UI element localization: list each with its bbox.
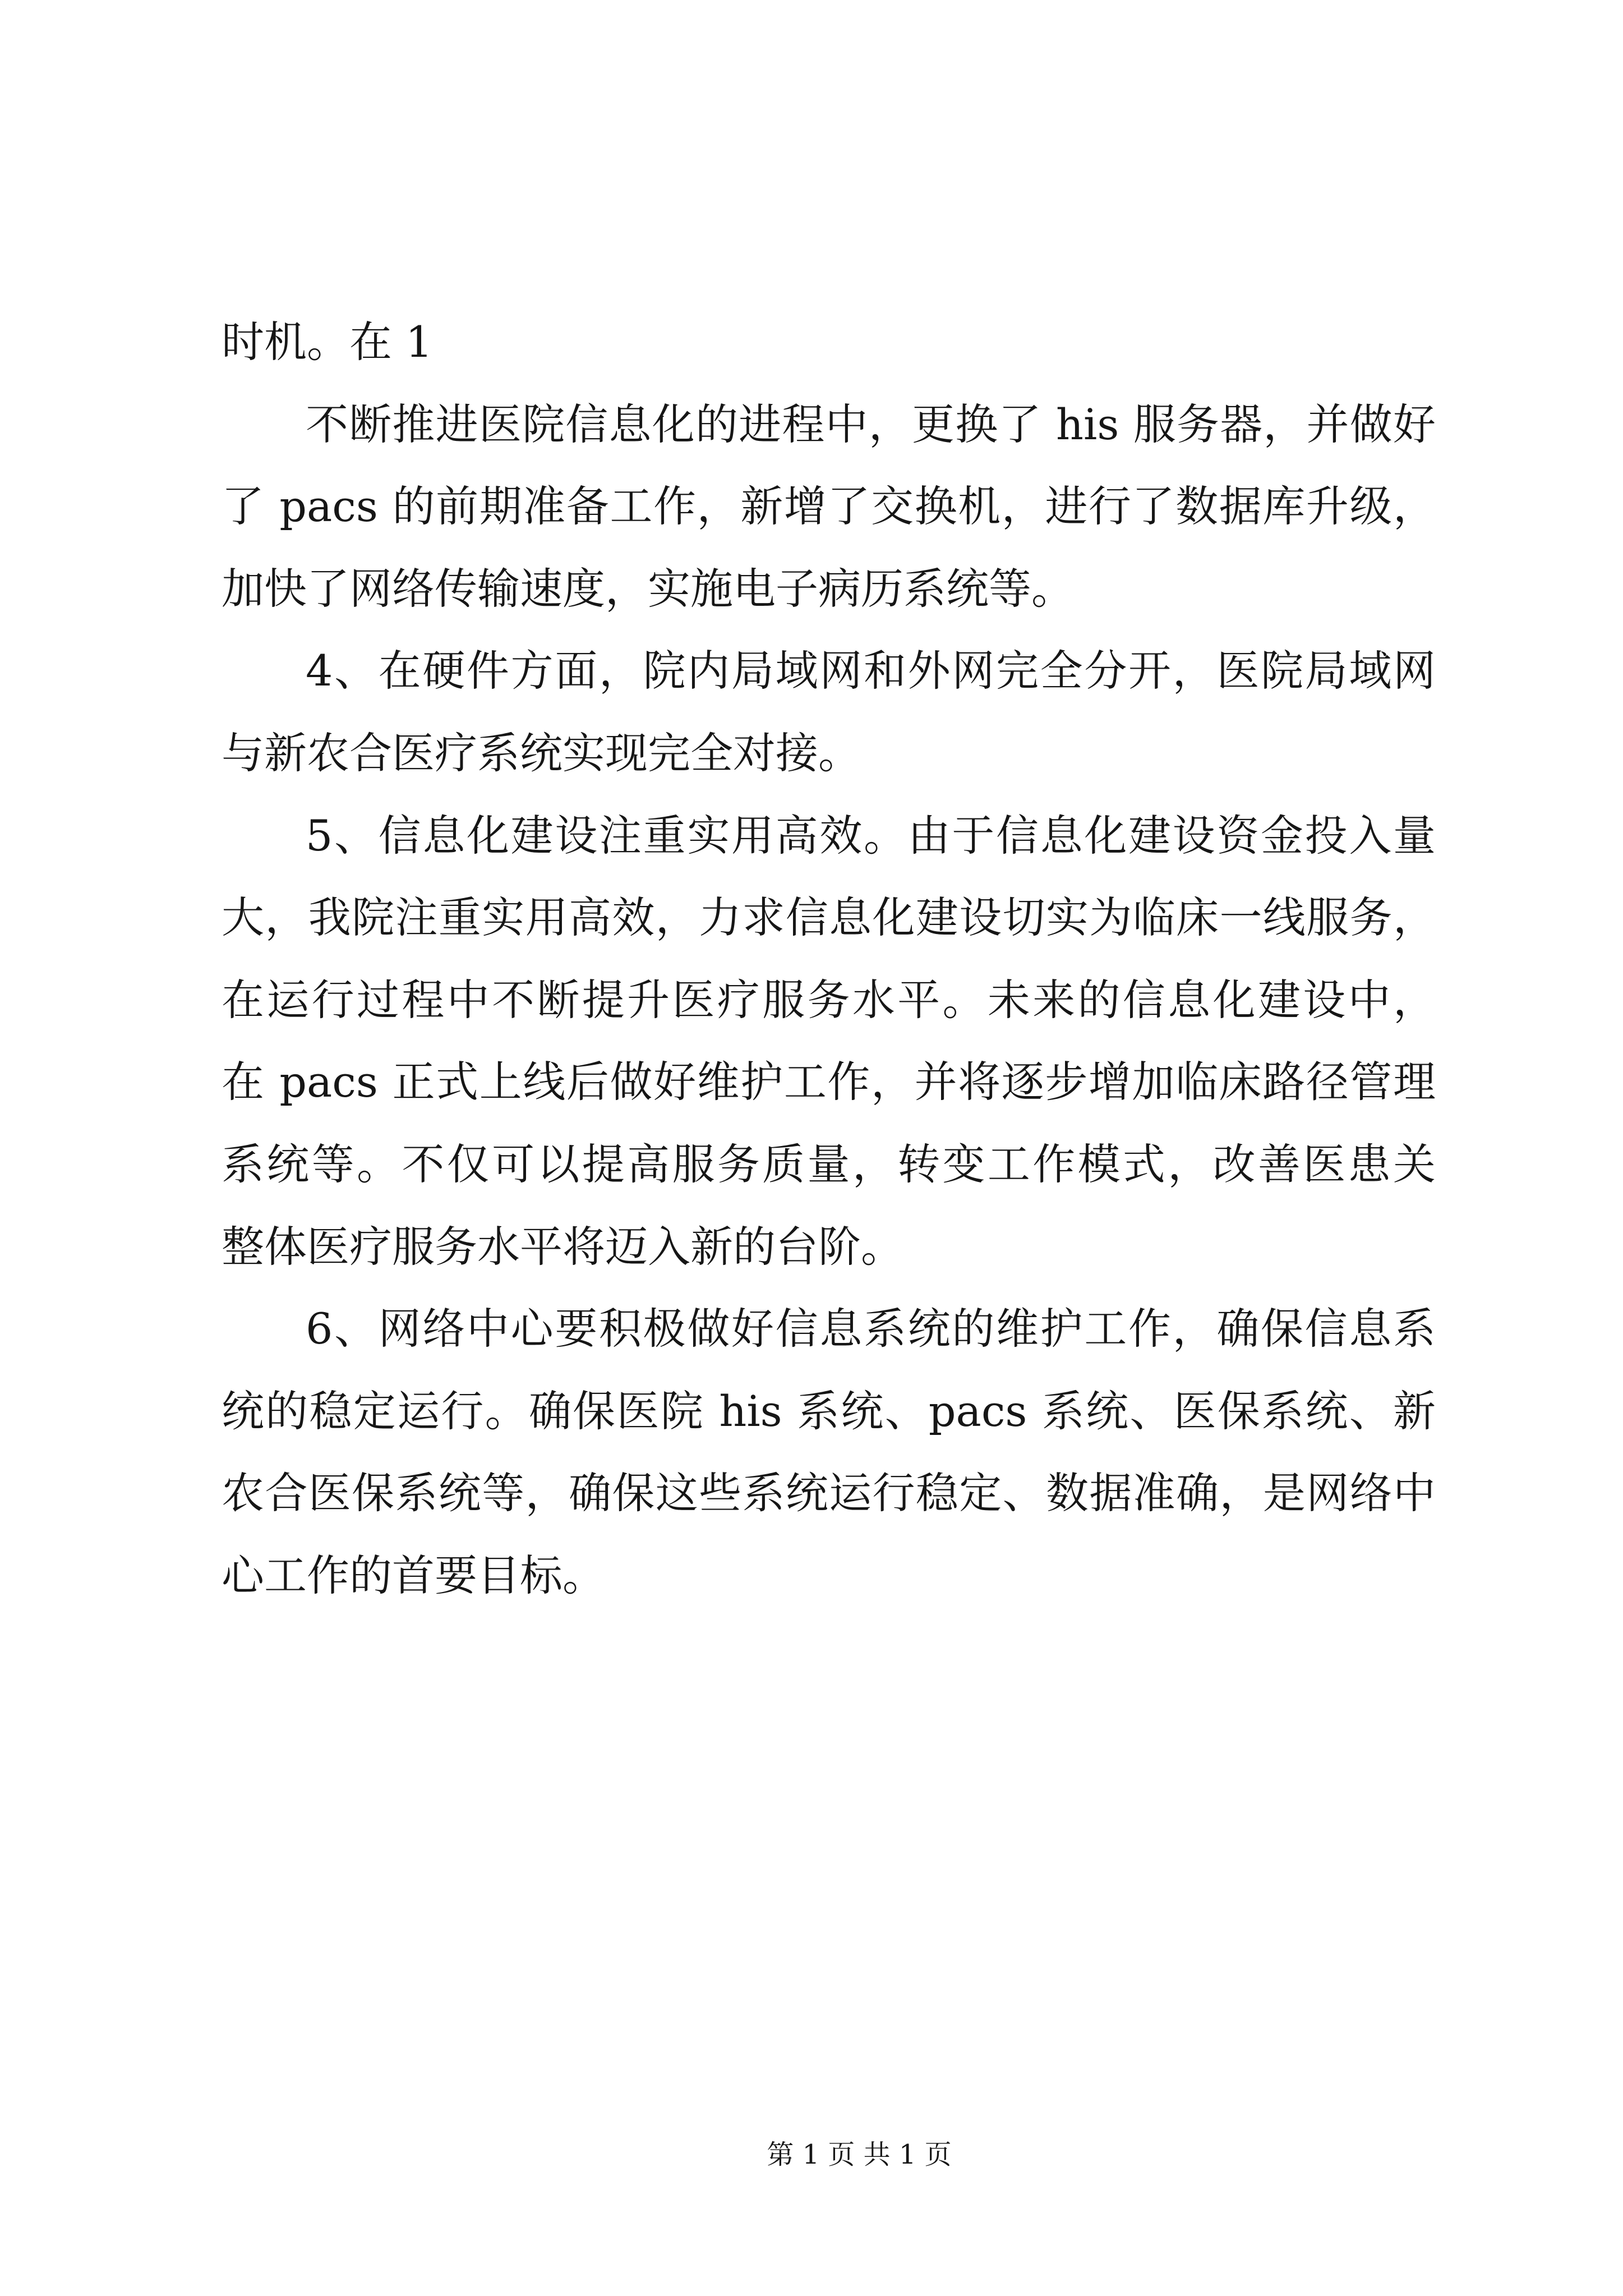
text-line: 统的稳定运行。确保医院 his 系统、pacs 系统、医保系统、新: [222, 1386, 1436, 1436]
paragraph: [222, 630, 1436, 794]
text-line: 系统等。不仅可以提高服务质量，转变工作模式，改善医患关: [222, 1139, 1436, 1189]
page-footer: 第 1 页 共 1 页: [767, 2139, 952, 2170]
text-line: 整体医疗服务水平将迈入新的台阶。: [222, 1221, 903, 1272]
text-line: 6、网络中心要积极做好信息系统的维护工作，确保信息系: [306, 1304, 1436, 1354]
paragraph: [222, 384, 1436, 631]
text-line: 心工作的首要目标。: [222, 1550, 605, 1600]
text-line: 5、信息化建设注重实用高效。由于信息化建设资金投入量: [306, 810, 1436, 861]
text-line: 4、在硬件方面，院内局域网和外网完全分开，医院局域网: [306, 646, 1436, 696]
text-line: 在运行过程中不断提升医疗服务水平。未来的信息化建设中，: [222, 974, 1436, 1025]
text-line: 时机。在 1: [222, 317, 433, 367]
paragraph: [222, 301, 1436, 384]
text-line: 不断推进医院信息化的进程中，更换了 his 服务器，并做好: [306, 399, 1436, 449]
text-line: 在 pacs 正式上线后做好维护工作，并将逐步增加临床路径管理: [222, 1057, 1436, 1107]
text-line: 大，我院注重实用高效，力求信息化建设切实为临床一线服务，: [222, 892, 1436, 943]
document-body: [222, 301, 1436, 1617]
text-line: 与新农合医疗系统实现完全对接。: [222, 728, 861, 778]
text-line: 加快了网络传输速度，实施电子病历系统等。: [222, 563, 1074, 614]
text-line: 了 pacs 的前期准备工作，新增了交换机，进行了数据库升级，: [222, 481, 1436, 532]
paragraph: [222, 795, 1436, 1289]
paragraph: [222, 1288, 1436, 1617]
text-line: 农合医保系统等，确保这些系统运行稳定、数据准确，是网络中: [222, 1468, 1436, 1519]
